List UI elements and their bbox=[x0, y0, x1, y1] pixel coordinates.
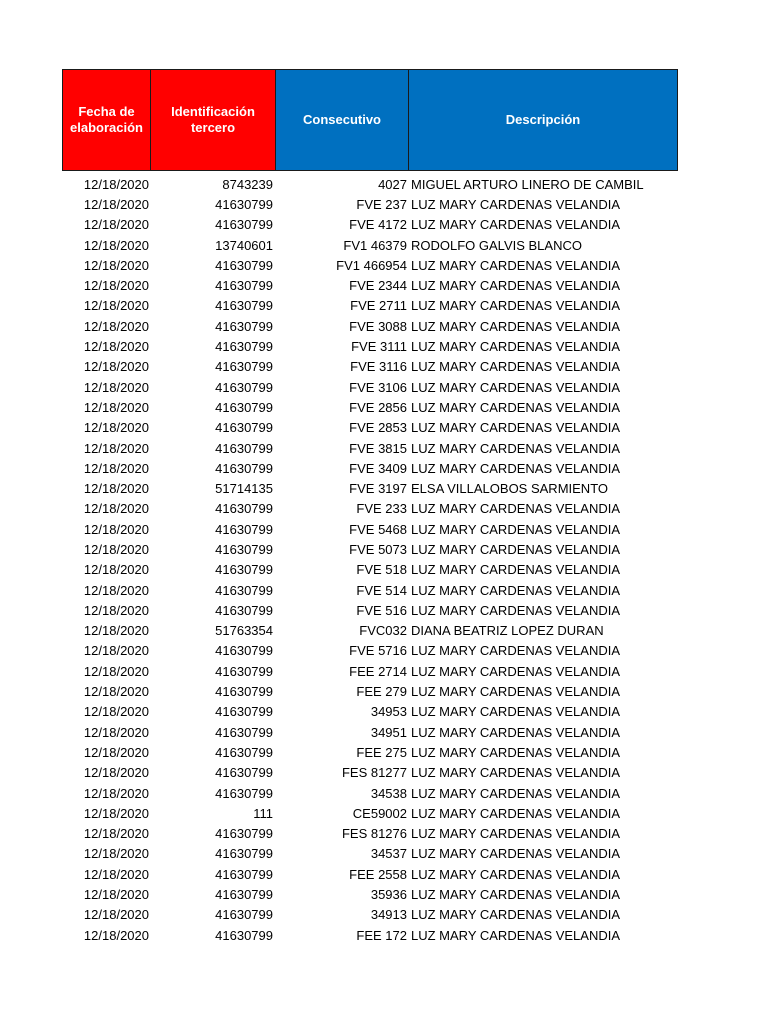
cell-consecutivo: FVE 3106 bbox=[349, 379, 407, 395]
cell-consecutivo: FVE 2853 bbox=[349, 420, 407, 436]
cell-fecha: 12/18/2020 bbox=[83, 744, 149, 760]
cell-consecutivo: 34538 bbox=[370, 785, 407, 801]
table-row bbox=[62, 215, 678, 235]
table-row bbox=[62, 580, 678, 600]
cell-descripcion: LUZ MARY CARDENAS VELANDIA bbox=[411, 826, 621, 842]
cell-consecutivo: FVE 518 bbox=[356, 562, 407, 578]
cell-fecha: 12/18/2020 bbox=[83, 846, 149, 862]
table-row bbox=[62, 296, 678, 316]
table-row bbox=[62, 519, 678, 539]
cell-descripcion: LUZ MARY CARDENAS VELANDIA bbox=[411, 196, 621, 212]
cell-descripcion: LUZ MARY CARDENAS VELANDIA bbox=[411, 460, 621, 476]
table-row bbox=[62, 418, 678, 438]
cell-consecutivo: FVC032 bbox=[359, 623, 407, 639]
cell-consecutivo: 34913 bbox=[370, 907, 407, 923]
cell-identificacion: 41630799 bbox=[215, 866, 273, 882]
cell-consecutivo: FES 81277 bbox=[341, 765, 407, 781]
table-row bbox=[62, 905, 678, 925]
table-row bbox=[62, 377, 678, 397]
cell-descripcion: LUZ MARY CARDENAS VELANDIA bbox=[411, 684, 621, 700]
cell-descripcion: LUZ MARY CARDENAS VELANDIA bbox=[411, 887, 621, 903]
cell-identificacion: 41630799 bbox=[215, 744, 273, 760]
cell-descripcion: LUZ MARY CARDENAS VELANDIA bbox=[411, 744, 621, 760]
cell-identificacion: 41630799 bbox=[215, 420, 273, 436]
cell-identificacion: 41630799 bbox=[215, 460, 273, 476]
table-row bbox=[62, 255, 678, 275]
cell-fecha: 12/18/2020 bbox=[83, 907, 149, 923]
table-row bbox=[62, 621, 678, 641]
cell-fecha: 12/18/2020 bbox=[83, 440, 149, 456]
cell-identificacion: 41630799 bbox=[215, 440, 273, 456]
data-table bbox=[62, 69, 678, 945]
cell-descripcion: LUZ MARY CARDENAS VELANDIA bbox=[411, 521, 621, 537]
cell-identificacion: 41630799 bbox=[215, 278, 273, 294]
cell-identificacion: 41630799 bbox=[215, 663, 273, 679]
table-row bbox=[62, 803, 678, 823]
header-descripcion: Descripción bbox=[409, 69, 678, 171]
cell-identificacion: 41630799 bbox=[215, 318, 273, 334]
cell-consecutivo: FVE 3111 bbox=[351, 339, 407, 355]
cell-identificacion: 51714135 bbox=[215, 481, 273, 497]
table-row bbox=[62, 539, 678, 559]
cell-descripcion: LUZ MARY CARDENAS VELANDIA bbox=[411, 257, 621, 273]
cell-descripcion: LUZ MARY CARDENAS VELANDIA bbox=[411, 805, 621, 821]
cell-consecutivo: FVE 3409 bbox=[349, 460, 407, 476]
table-row bbox=[62, 763, 678, 783]
table-row bbox=[62, 844, 678, 864]
cell-fecha: 12/18/2020 bbox=[83, 359, 149, 375]
cell-fecha: 12/18/2020 bbox=[83, 278, 149, 294]
table-body bbox=[62, 174, 678, 945]
cell-consecutivo: FVE 237 bbox=[356, 196, 407, 212]
cell-fecha: 12/18/2020 bbox=[83, 460, 149, 476]
cell-fecha: 12/18/2020 bbox=[83, 196, 149, 212]
cell-consecutivo: FVE 3815 bbox=[349, 440, 407, 456]
cell-descripcion: LUZ MARY CARDENAS VELANDIA bbox=[411, 643, 621, 659]
cell-fecha: 12/18/2020 bbox=[83, 582, 149, 598]
cell-identificacion: 41630799 bbox=[215, 765, 273, 781]
cell-fecha: 12/18/2020 bbox=[83, 298, 149, 314]
cell-descripcion: LUZ MARY CARDENAS VELANDIA bbox=[411, 663, 621, 679]
cell-fecha: 12/18/2020 bbox=[83, 339, 149, 355]
table-row bbox=[62, 560, 678, 580]
cell-descripcion: LUZ MARY CARDENAS VELANDIA bbox=[411, 379, 621, 395]
cell-consecutivo: FEE 279 bbox=[356, 684, 407, 700]
cell-identificacion: 51763354 bbox=[215, 623, 273, 639]
cell-fecha: 12/18/2020 bbox=[83, 684, 149, 700]
cell-fecha: 12/18/2020 bbox=[83, 176, 149, 192]
cell-consecutivo: FVE 233 bbox=[356, 501, 407, 517]
cell-consecutivo: 35936 bbox=[370, 887, 407, 903]
cell-identificacion: 41630799 bbox=[215, 785, 273, 801]
cell-descripcion: LUZ MARY CARDENAS VELANDIA bbox=[411, 399, 621, 415]
cell-identificacion: 41630799 bbox=[215, 602, 273, 618]
cell-identificacion: 41630799 bbox=[215, 846, 273, 862]
table-row bbox=[62, 702, 678, 722]
cell-consecutivo: FVE 5716 bbox=[349, 643, 407, 659]
cell-fecha: 12/18/2020 bbox=[83, 623, 149, 639]
cell-consecutivo: CE59002 bbox=[352, 805, 407, 821]
cell-fecha: 12/18/2020 bbox=[83, 379, 149, 395]
cell-descripcion: MIGUEL ARTURO LINERO DE CAMBIL bbox=[411, 176, 644, 192]
table-row bbox=[62, 681, 678, 701]
table-row bbox=[62, 884, 678, 904]
cell-consecutivo: 34951 bbox=[370, 724, 407, 740]
cell-identificacion: 41630799 bbox=[215, 359, 273, 375]
table-row bbox=[62, 925, 678, 945]
cell-identificacion: 41630799 bbox=[215, 379, 273, 395]
cell-consecutivo: FVE 2344 bbox=[349, 278, 407, 294]
cell-consecutivo: FEE 2714 bbox=[349, 663, 407, 679]
cell-descripcion: LUZ MARY CARDENAS VELANDIA bbox=[411, 765, 621, 781]
cell-identificacion: 41630799 bbox=[215, 562, 273, 578]
cell-fecha: 12/18/2020 bbox=[83, 663, 149, 679]
cell-consecutivo: FVE 5073 bbox=[349, 541, 407, 557]
cell-fecha: 12/18/2020 bbox=[83, 704, 149, 720]
cell-fecha: 12/18/2020 bbox=[83, 724, 149, 740]
cell-consecutivo: 4027 bbox=[378, 176, 407, 192]
table-row bbox=[62, 235, 678, 255]
table-row bbox=[62, 397, 678, 417]
cell-fecha: 12/18/2020 bbox=[83, 420, 149, 436]
cell-fecha: 12/18/2020 bbox=[83, 257, 149, 273]
table-row bbox=[62, 275, 678, 295]
table-row bbox=[62, 783, 678, 803]
cell-identificacion: 41630799 bbox=[215, 724, 273, 740]
cell-descripcion: RODOLFO GALVIS BLANCO bbox=[411, 237, 582, 253]
cell-descripcion: LUZ MARY CARDENAS VELANDIA bbox=[411, 501, 621, 517]
cell-descripcion: LUZ MARY CARDENAS VELANDIA bbox=[411, 318, 621, 334]
cell-descripcion: LUZ MARY CARDENAS VELANDIA bbox=[411, 846, 621, 862]
cell-descripcion: LUZ MARY CARDENAS VELANDIA bbox=[411, 298, 621, 314]
cell-identificacion: 41630799 bbox=[215, 704, 273, 720]
cell-descripcion: LUZ MARY CARDENAS VELANDIA bbox=[411, 217, 621, 233]
cell-descripcion: LUZ MARY CARDENAS VELANDIA bbox=[411, 541, 621, 557]
cell-descripcion: LUZ MARY CARDENAS VELANDIA bbox=[411, 278, 621, 294]
cell-consecutivo: FVE 516 bbox=[356, 602, 407, 618]
cell-consecutivo: FVE 3197 bbox=[349, 481, 407, 497]
cell-consecutivo: FVE 2711 bbox=[350, 298, 407, 314]
table-row bbox=[62, 438, 678, 458]
cell-descripcion: LUZ MARY CARDENAS VELANDIA bbox=[411, 562, 621, 578]
table-row bbox=[62, 864, 678, 884]
cell-descripcion: LUZ MARY CARDENAS VELANDIA bbox=[411, 704, 621, 720]
cell-identificacion: 41630799 bbox=[215, 826, 273, 842]
cell-identificacion: 13740601 bbox=[215, 237, 273, 253]
cell-fecha: 12/18/2020 bbox=[83, 643, 149, 659]
cell-fecha: 12/18/2020 bbox=[83, 887, 149, 903]
cell-consecutivo: FVE 2856 bbox=[349, 399, 407, 415]
cell-identificacion: 41630799 bbox=[215, 501, 273, 517]
cell-consecutivo: FVE 514 bbox=[356, 582, 407, 598]
cell-descripcion: LUZ MARY CARDENAS VELANDIA bbox=[411, 785, 621, 801]
cell-identificacion: 41630799 bbox=[215, 399, 273, 415]
cell-descripcion: ELSA VILLALOBOS SARMIENTO bbox=[411, 481, 609, 497]
cell-descripcion: DIANA BEATRIZ LOPEZ DURAN bbox=[411, 623, 604, 639]
cell-fecha: 12/18/2020 bbox=[83, 562, 149, 578]
cell-descripcion: LUZ MARY CARDENAS VELANDIA bbox=[411, 359, 621, 375]
cell-descripcion: LUZ MARY CARDENAS VELANDIA bbox=[411, 582, 621, 598]
cell-identificacion: 41630799 bbox=[215, 643, 273, 659]
table-header bbox=[62, 69, 678, 171]
table-row bbox=[62, 742, 678, 762]
cell-consecutivo: FEE 275 bbox=[356, 744, 407, 760]
table-row bbox=[62, 316, 678, 336]
cell-fecha: 12/18/2020 bbox=[83, 521, 149, 537]
cell-fecha: 12/18/2020 bbox=[83, 805, 149, 821]
table-row bbox=[62, 194, 678, 214]
table-row bbox=[62, 458, 678, 478]
cell-identificacion: 41630799 bbox=[215, 196, 273, 212]
cell-identificacion: 41630799 bbox=[215, 907, 273, 923]
cell-fecha: 12/18/2020 bbox=[83, 217, 149, 233]
cell-consecutivo: FV1 46379 bbox=[343, 237, 407, 253]
cell-consecutivo: 34537 bbox=[370, 846, 407, 862]
cell-consecutivo: FVE 5468 bbox=[349, 521, 407, 537]
cell-descripcion: LUZ MARY CARDENAS VELANDIA bbox=[411, 927, 621, 943]
cell-identificacion: 41630799 bbox=[215, 521, 273, 537]
cell-identificacion: 41630799 bbox=[215, 298, 273, 314]
table-row bbox=[62, 824, 678, 844]
cell-descripcion: LUZ MARY CARDENAS VELANDIA bbox=[411, 339, 621, 355]
table-row bbox=[62, 478, 678, 498]
cell-fecha: 12/18/2020 bbox=[83, 927, 149, 943]
cell-fecha: 12/18/2020 bbox=[83, 826, 149, 842]
cell-identificacion: 41630799 bbox=[215, 541, 273, 557]
cell-identificacion: 41630799 bbox=[215, 217, 273, 233]
cell-identificacion: 41630799 bbox=[215, 582, 273, 598]
cell-descripcion: LUZ MARY CARDENAS VELANDIA bbox=[411, 724, 621, 740]
cell-fecha: 12/18/2020 bbox=[83, 541, 149, 557]
cell-fecha: 12/18/2020 bbox=[83, 765, 149, 781]
cell-consecutivo: FVE 3088 bbox=[349, 318, 407, 334]
table-row bbox=[62, 174, 678, 194]
cell-descripcion: LUZ MARY CARDENAS VELANDIA bbox=[411, 440, 621, 456]
cell-identificacion: 41630799 bbox=[215, 927, 273, 943]
cell-fecha: 12/18/2020 bbox=[83, 602, 149, 618]
cell-fecha: 12/18/2020 bbox=[83, 399, 149, 415]
cell-identificacion: 8743239 bbox=[222, 176, 273, 192]
table-row bbox=[62, 600, 678, 620]
cell-identificacion: 41630799 bbox=[215, 684, 273, 700]
cell-descripcion: LUZ MARY CARDENAS VELANDIA bbox=[411, 602, 621, 618]
table-row bbox=[62, 357, 678, 377]
cell-consecutivo: FVE 3116 bbox=[350, 359, 407, 375]
table-row bbox=[62, 336, 678, 356]
header-identificacion: Identificación tercero bbox=[151, 69, 276, 171]
cell-fecha: 12/18/2020 bbox=[83, 318, 149, 334]
table-row bbox=[62, 722, 678, 742]
cell-descripcion: LUZ MARY CARDENAS VELANDIA bbox=[411, 907, 621, 923]
cell-consecutivo: 34953 bbox=[370, 704, 407, 720]
cell-descripcion: LUZ MARY CARDENAS VELANDIA bbox=[411, 866, 621, 882]
cell-identificacion: 111 bbox=[253, 805, 273, 821]
header-fecha: Fecha de elaboración bbox=[62, 69, 151, 171]
cell-consecutivo: FES 81276 bbox=[341, 826, 407, 842]
header-consecutivo: Consecutivo bbox=[276, 69, 409, 171]
cell-fecha: 12/18/2020 bbox=[83, 481, 149, 497]
cell-consecutivo: FV1 466954 bbox=[336, 257, 407, 273]
cell-consecutivo: FVE 4172 bbox=[349, 217, 407, 233]
cell-consecutivo: FEE 172 bbox=[356, 927, 407, 943]
cell-fecha: 12/18/2020 bbox=[83, 237, 149, 253]
table-row bbox=[62, 641, 678, 661]
table-row bbox=[62, 661, 678, 681]
cell-descripcion: LUZ MARY CARDENAS VELANDIA bbox=[411, 420, 621, 436]
cell-consecutivo: FEE 2558 bbox=[349, 866, 407, 882]
table-row bbox=[62, 499, 678, 519]
cell-identificacion: 41630799 bbox=[215, 887, 273, 903]
cell-identificacion: 41630799 bbox=[215, 257, 273, 273]
cell-identificacion: 41630799 bbox=[215, 339, 273, 355]
cell-fecha: 12/18/2020 bbox=[83, 501, 149, 517]
cell-fecha: 12/18/2020 bbox=[83, 866, 149, 882]
cell-fecha: 12/18/2020 bbox=[83, 785, 149, 801]
